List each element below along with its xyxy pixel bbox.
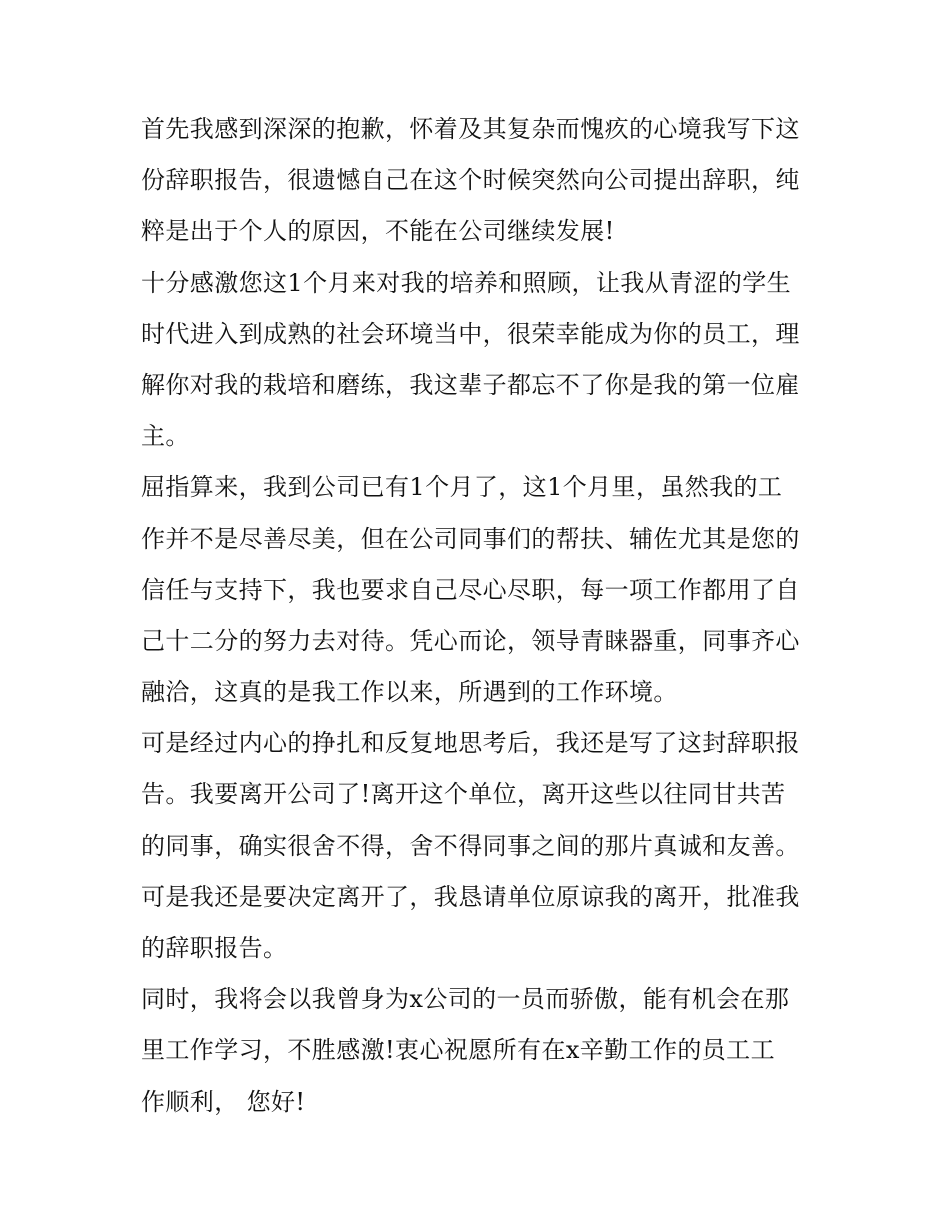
text-line: 解你对我的栽培和磨练，我这辈子都忘不了你是我的第一位雇 <box>141 370 800 399</box>
text-line: 作并不是尽善尽美，但在公司同事们的帮扶、辅佐尤其是您的 <box>141 524 800 553</box>
text-line: 己十二分的努力去对待。凭心而论，领导青睐器重，同事齐心 <box>141 626 800 655</box>
text-line: 可是我还是要决定离开了，我恳请单位原谅我的离开，批准我 <box>141 882 800 911</box>
text-line: 可是经过内心的挣扎和反复地思考后，我还是写了这封辞职报 <box>141 729 800 758</box>
text-line: 份辞职报告，很遗憾自己在这个时候突然向公司提出辞职，纯 <box>141 166 800 195</box>
text-line: 告。我要离开公司了!离开这个单位，离开这些以往同甘共苦 <box>141 780 786 809</box>
text-line: 的辞职报告。 <box>141 934 288 962</box>
text-line: 主。 <box>141 422 190 451</box>
text-line: 屈指算来，我到公司已有1个月了，这1个月里，虽然我的工 <box>141 473 783 502</box>
text-line: 十分感激您这1个月来对我的培养和照顾，让我从青涩的学生 <box>141 268 792 297</box>
text-line: 里工作学习，不胜感激!衷心祝愿所有在x辛勤工作的员工工 <box>141 1036 775 1065</box>
text-line: 信任与支持下，我也要求自己尽心尽职，每一项工作都用了自 <box>141 575 800 604</box>
text-line: 粹是出于个人的原因，不能在公司继续发展! <box>141 217 615 246</box>
text-line: 融洽，这真的是我工作以来，所遇到的工作环境。 <box>141 678 678 707</box>
text-line: 时代进入到成熟的社会环境当中，很荣幸能成为你的员工，理 <box>141 319 800 348</box>
text-line: 首先我感到深深的抱歉，怀着及其复杂而愧疚的心境我写下这 <box>141 115 800 143</box>
letter-body <box>141 104 811 1128</box>
text-line: 的同事，确实很舍不得，舍不得同事之间的那片真诚和友善。 <box>141 831 800 860</box>
text-line: 同时，我将会以我曾身为x公司的一员而骄傲，能有机会在那 <box>141 985 790 1014</box>
text-line: 作顺利， 您好! <box>141 1087 306 1116</box>
